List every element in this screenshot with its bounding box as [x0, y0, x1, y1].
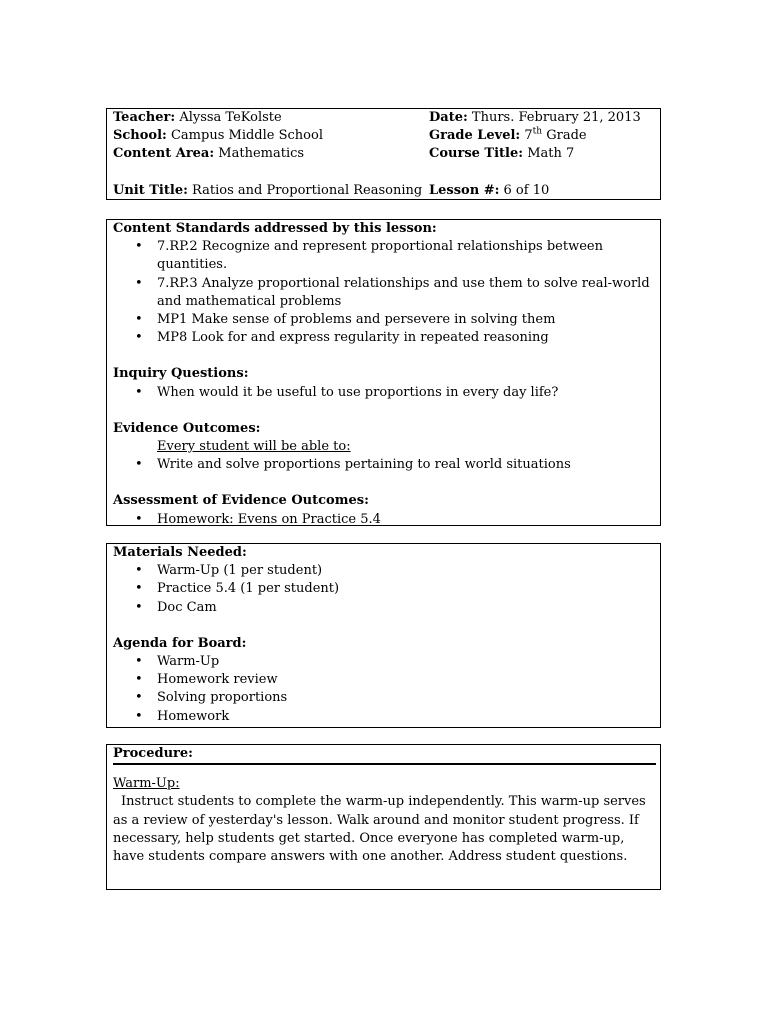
header-row-3 [113, 145, 654, 163]
list-item: • When would it be useful to use proportions in every day life? [113, 384, 654, 402]
header-row-1 [113, 109, 654, 127]
list-item: • Practice 5.4 (1 per student) [113, 580, 654, 598]
school-value: Campus Middle School [170, 128, 323, 144]
grade-label: Grade Level: [429, 128, 521, 144]
list-item: • Warm-Up [113, 653, 654, 671]
agenda-list [113, 653, 654, 726]
list-item: • MP8 Look for and express regularity in repeated reasoning [113, 329, 654, 347]
date-label: Date: [429, 110, 468, 125]
content-area-value: Mathematics [218, 146, 305, 162]
list-item: • 7.RP.2 Recognize and represent proportional relationships between quantities. [113, 238, 654, 274]
list-item: • Homework [113, 708, 654, 726]
grade-value: 7th Grade [524, 126, 587, 144]
list-item: • Doc Cam [113, 599, 654, 617]
warmup-label: Warm-Up: [113, 776, 180, 792]
teacher-label: Teacher: [113, 110, 176, 125]
materials-box [106, 543, 661, 728]
inquiry-list [113, 384, 654, 402]
standards-heading: Content Standards addressed by this lesson: [113, 221, 437, 236]
evidence-heading: Evidence Outcomes: [113, 420, 261, 436]
course-value: Math 7 [527, 146, 575, 162]
procedure-divider [113, 763, 656, 765]
date-value: Thurs. February 21, 2013 [471, 110, 641, 125]
school-label: School: [113, 128, 167, 144]
procedure-box [106, 744, 661, 890]
content-area-label: Content Area: [113, 146, 215, 162]
assessment-list [113, 511, 654, 529]
list-item: • Homework review [113, 671, 654, 689]
materials-list [113, 562, 654, 617]
list-item: • Warm-Up (1 per student) [113, 562, 654, 580]
warmup-text: Instruct students to complete the warm-up independently. This warm-up serves as a review of yesterday's lesson. Walk around and monitor student progress. If necessary, help students get started. Once everyone has completed warm-up, have students compare answers with one another. Address student questions. [113, 794, 646, 865]
standards-box [106, 219, 661, 526]
header-row-4 [113, 182, 654, 200]
header-box [106, 108, 661, 200]
unit-value: Ratios and Proportional Reasoning [192, 182, 423, 198]
materials-heading: Materials Needed: [113, 545, 247, 560]
list-item: • MP1 Make sense of problems and persevere in solving them [113, 311, 654, 329]
list-item: • Homework: Evens on Practice 5.4 [113, 511, 654, 529]
standards-list [113, 238, 654, 347]
evidence-list [113, 456, 654, 474]
unit-label: Unit Title: [113, 182, 188, 198]
list-item: • Solving proportions [113, 689, 654, 707]
agenda-heading: Agenda for Board: [113, 635, 247, 651]
list-item: • 7.RP.3 Analyze proportional relationships and use them to solve real-world and mathematical problems [113, 275, 654, 311]
evidence-subheading: Every student will be able to: [157, 439, 351, 455]
list-item: • Write and solve proportions pertaining to real world situations [113, 456, 654, 474]
lesson-label: Lesson #: [429, 182, 500, 198]
procedure-heading: Procedure: [113, 746, 193, 761]
inquiry-heading: Inquiry Questions: [113, 366, 249, 382]
course-label: Course Title: [429, 146, 524, 162]
assessment-heading: Assessment of Evidence Outcomes: [113, 493, 369, 509]
lesson-value: 6 of 10 [503, 182, 550, 198]
header-row-2 [113, 127, 654, 145]
teacher-value: Alyssa TeKolste [179, 110, 282, 125]
